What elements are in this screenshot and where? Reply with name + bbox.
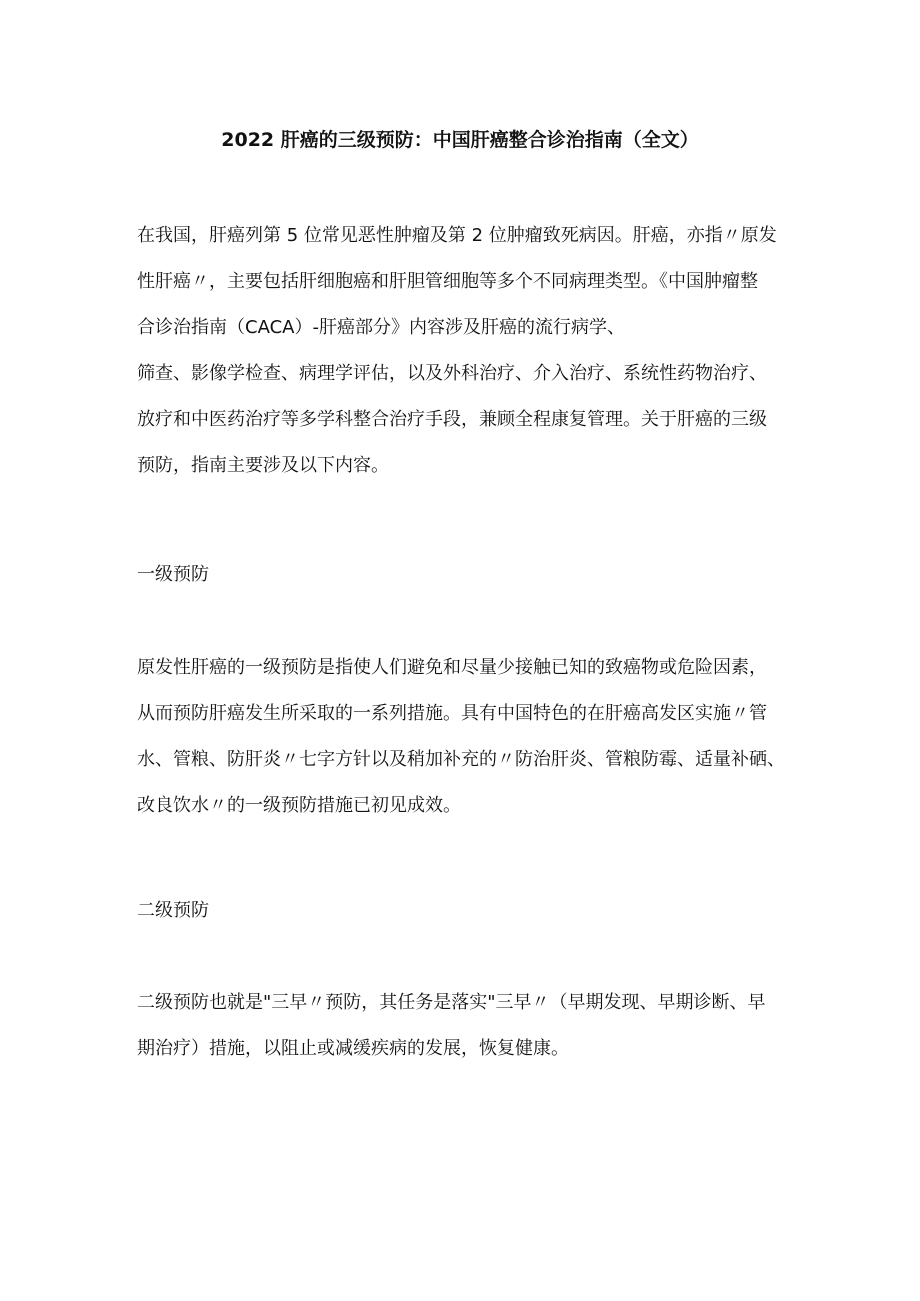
paragraph-line: 筛查、影像学检查、病理学评估，以及外科治疗、介入治疗、系统性药物治疗、 (137, 363, 767, 384)
intro-paragraph (137, 213, 797, 489)
section-heading-primary-prevention: 一级预防 (137, 564, 209, 585)
paragraph-line: 期治疗）措施，以阻止或减缓疾病的发展，恢复健康。 (137, 1038, 569, 1059)
paragraph-line: 原发性肝癌的一级预防是指使人们避免和尽量少接触已知的致癌物或危险因素， (137, 657, 767, 678)
paragraph-line: 性肝癌〃，主要包括肝细胞癌和肝胆管细胞等多个不同病理类型。《中国肿瘤整 (137, 271, 758, 292)
section-heading-secondary-prevention: 二级预防 (137, 900, 209, 921)
paragraph-line: 从而预防肝癌发生所采取的一系列措施。具有中国特色的在肝癌高发区实施〃管 (137, 703, 767, 724)
document-title: 2022 肝癌的三级预防：中国肝癌整合诊治指南（全文） (221, 129, 699, 151)
secondary-prevention-paragraph (137, 980, 797, 1072)
paragraph-line: 放疗和中医药治疗等多学科整合治疗手段，兼顾全程康复管理。关于肝癌的三级 (137, 409, 767, 430)
paragraph-line: 改良饮水〃的一级预防措施已初见成效。 (137, 795, 461, 816)
paragraph-line: 在我国，肝癌列第 5 位常见恶性肿瘤及第 2 位肿瘤致死病因。肝癌，亦指〃原发 (137, 225, 777, 246)
paragraph-line: 合诊治指南（CACA）-肝癌部分》内容涉及肝癌的流行病学、 (137, 317, 625, 338)
paragraph-line: 二级预防也就是"三早〃预防，其任务是落实"三早〃（早期发现、早期诊断、早 (137, 992, 766, 1013)
primary-prevention-paragraph (137, 645, 797, 829)
paragraph-line: 预防，指南主要涉及以下内容。 (137, 455, 389, 476)
paragraph-line: 水、管粮、防肝炎〃七字方针以及稍加补充的〃防治肝炎、管粮防霉、适量补硒、 (137, 749, 785, 770)
